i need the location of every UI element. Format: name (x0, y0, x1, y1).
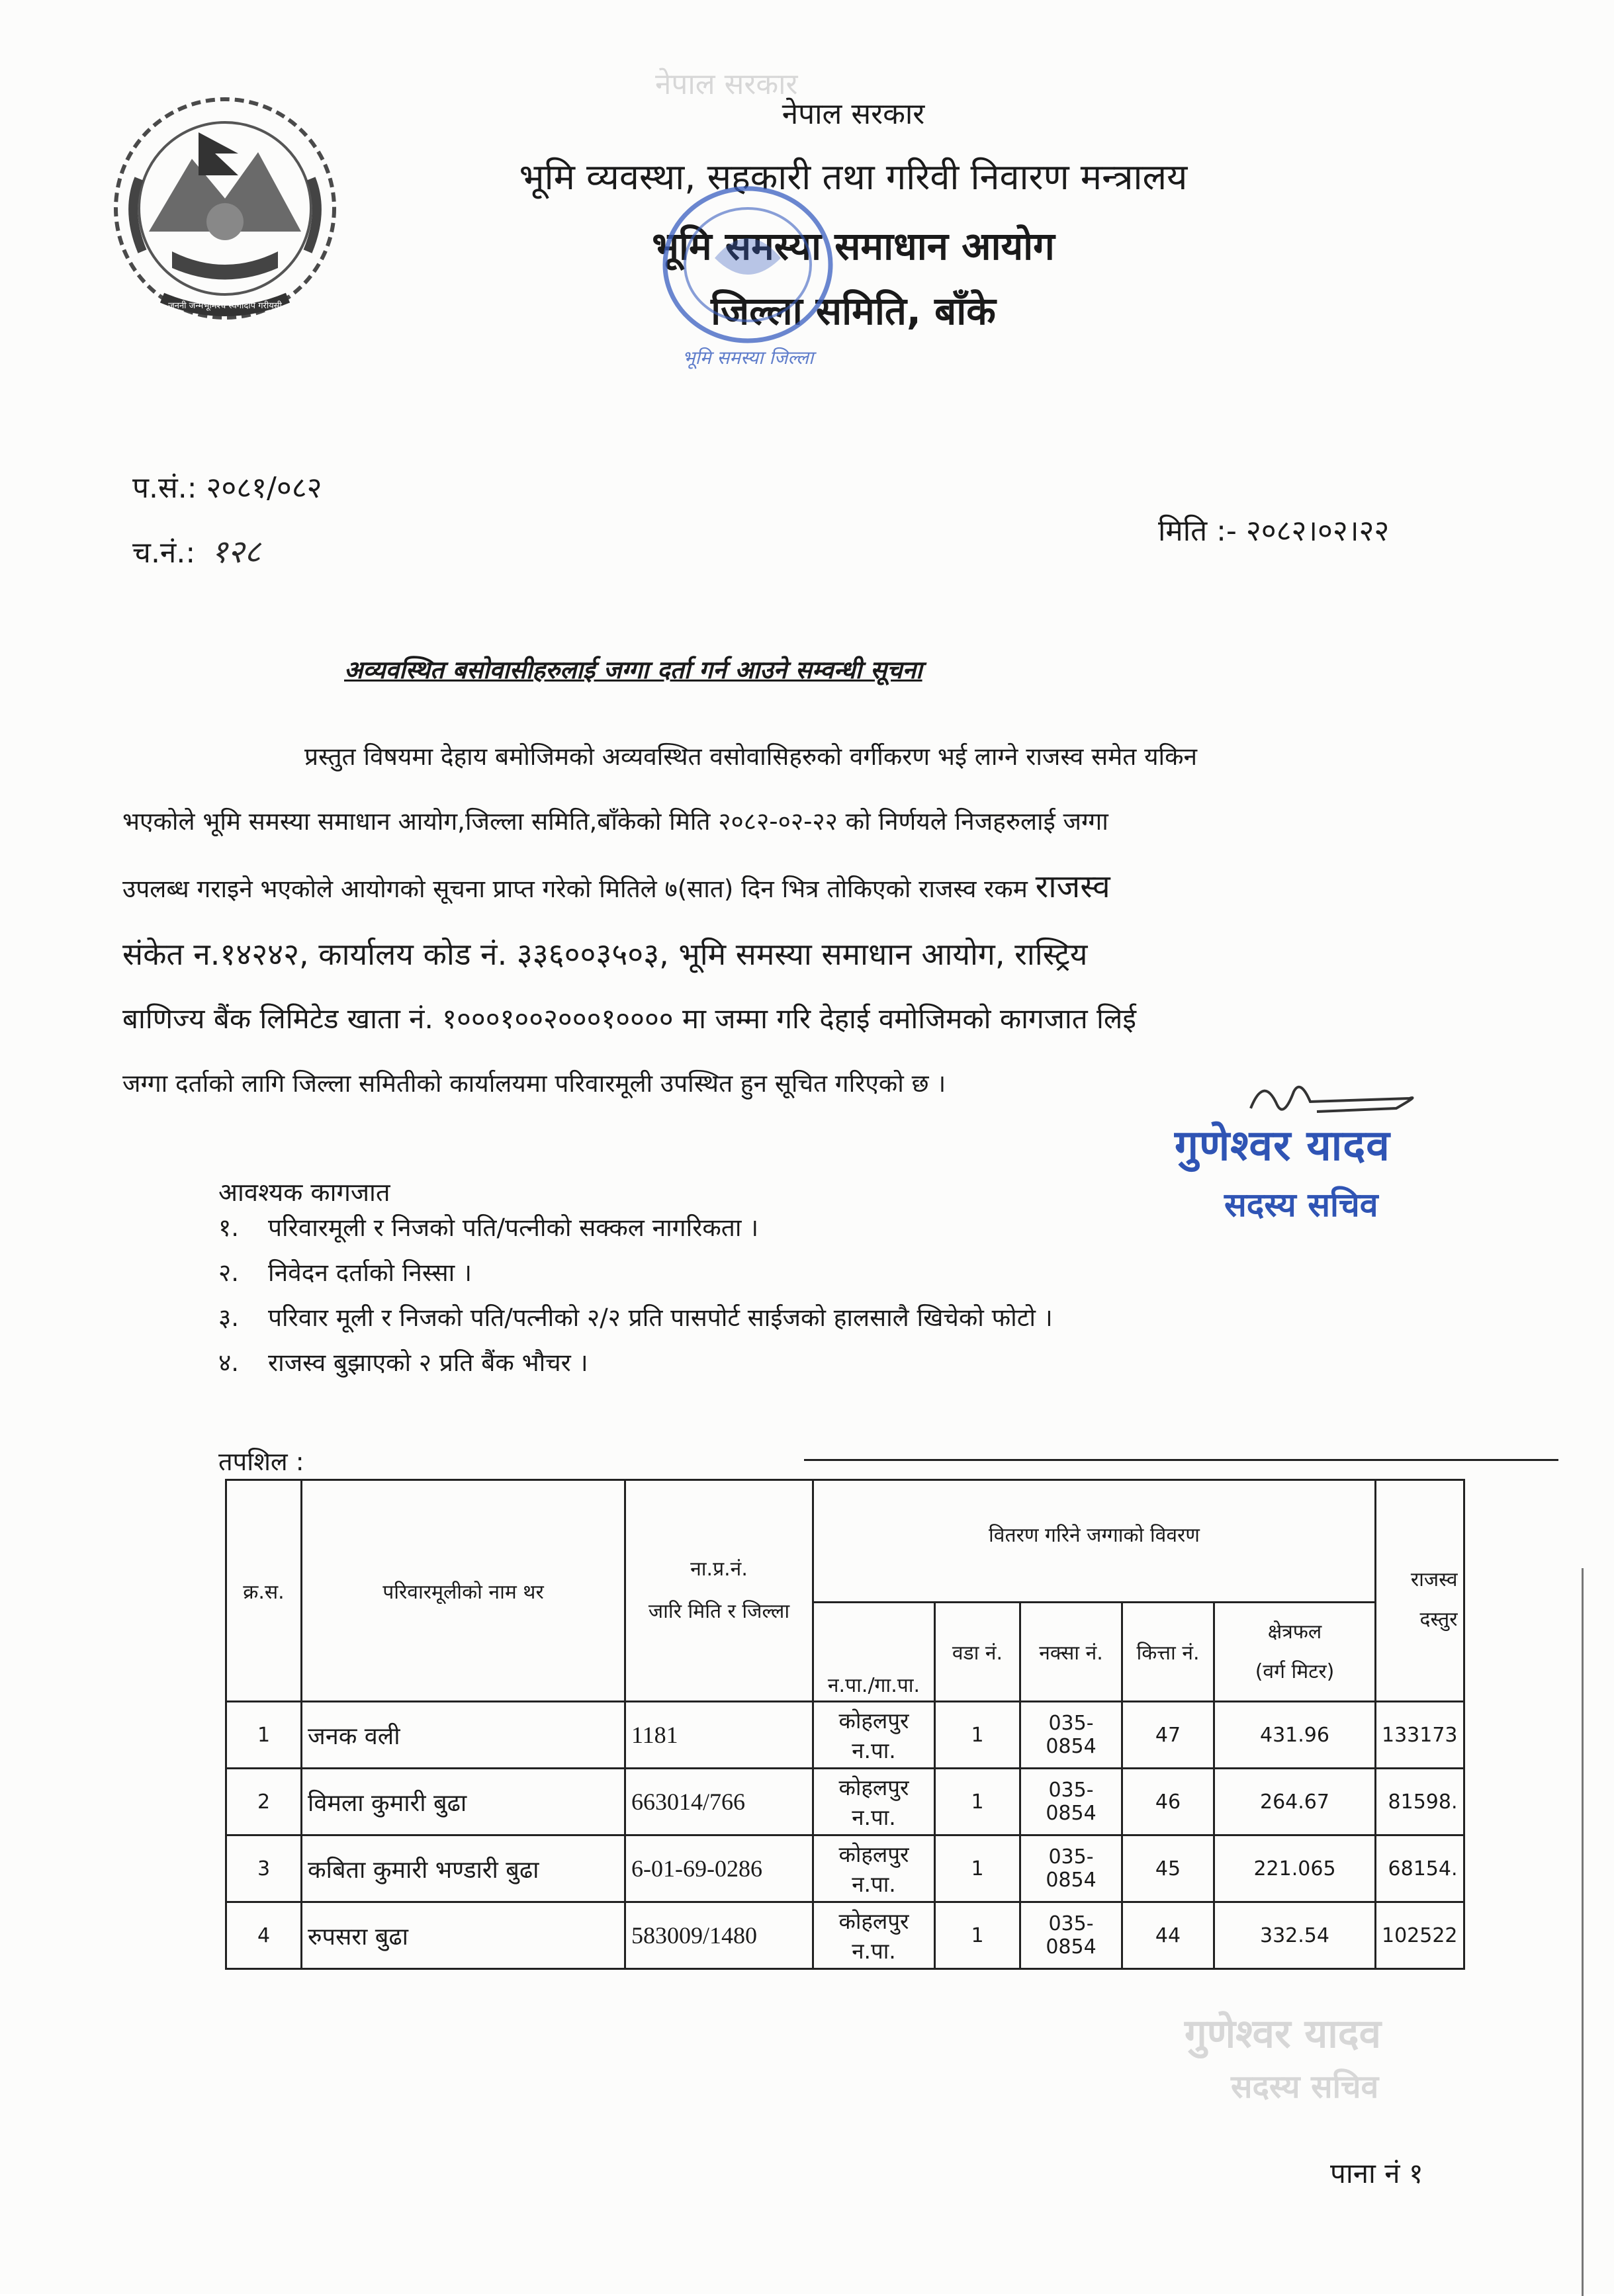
table-cell: 2 (226, 1769, 302, 1835)
table-cell: 102522 (1376, 1902, 1464, 1969)
table-cell: 1181 (625, 1702, 813, 1769)
header-kitta: कित्ता नं. (1122, 1603, 1214, 1702)
table-row (226, 1835, 1464, 1902)
notice-body (122, 725, 1479, 1116)
table-cell: कोहलपुर न.पा. (813, 1902, 935, 1969)
letter-number: प.सं.: २०८१/०८२ (132, 471, 322, 505)
signatory-title: सदस्य सचिव (1224, 1186, 1378, 1224)
table-cell: कबिता कुमारी भण्डारी बुढा (302, 1835, 625, 1902)
header-area: क्षेत्रफल (वर्ग मिटर) (1214, 1603, 1376, 1702)
list-item: ४. राजस्व बुझाएको २ प्रति बैंक भौचर । (218, 1348, 588, 1377)
list-item: ३. परिवार मूली र निजको पति/पत्नीको २/२ प्रति पासपोर्ट साईजको हालसालै खिचेको फोटो । (218, 1303, 1053, 1332)
body-line-4: संकेत न.१४२४२, कार्यालय कोड नं. ३३६००३५०३, भूमि समस्या समाधान आयोग, रास्ट्रिय (122, 936, 1088, 972)
table-cell: 47 (1122, 1702, 1214, 1769)
ghost-signature: गुणेश्वर यादव (1185, 2011, 1382, 2057)
table-cell: 221.065 (1214, 1835, 1376, 1902)
table-cell: 035-0854 (1020, 1702, 1122, 1769)
table-cell: 68154. (1376, 1835, 1464, 1902)
table-cell: 46 (1122, 1769, 1214, 1835)
table-row (226, 1769, 1464, 1835)
header-map: नक्सा नं. (1020, 1603, 1122, 1702)
body-line-6: जग्गा दर्ताको लागि जिल्ला समितीको कार्यालयमा परिवारमूली उपस्थित हुन सूचित गरिएको छ । (122, 1069, 946, 1098)
header-sn: क्र.स. (226, 1480, 302, 1702)
government-name: नेपाल सरकार (782, 97, 925, 131)
office-stamp (655, 179, 840, 377)
body-line-5: बाणिज्य बैंक लिमिटेड खाता नं. १०००१००२०००१०००० मा जम्मा गरि देहाई वमोजिमको कागजात लिई (122, 1002, 1136, 1035)
table-cell: 133173 (1376, 1702, 1464, 1769)
header-revenue: राजस्व दस्तुर (1376, 1480, 1464, 1702)
list-item: १. परिवारमूली र निजको पति/पत्नीको सक्कल नागरिकता । (218, 1214, 759, 1242)
dispatch-number-label: च.नं.: (132, 536, 196, 570)
table-caption: तपशिल : (218, 1447, 304, 1476)
table-cell: 44 (1122, 1902, 1214, 1969)
table-cell: रुपसरा बुढा (302, 1902, 625, 1969)
header-ward: वडा नं. (935, 1603, 1020, 1702)
documents-heading: आवश्यक कागजात (218, 1178, 390, 1207)
table-cell: कोहलपुर न.पा. (813, 1835, 935, 1902)
table-cell: 81598. (1376, 1769, 1464, 1835)
table-header-row (226, 1480, 1464, 1603)
table-top-rule (804, 1459, 1558, 1461)
ghost-signature-title: सदस्य सचिव (1231, 2068, 1379, 2105)
table-cell: 431.96 (1214, 1702, 1376, 1769)
table-row (226, 1702, 1464, 1769)
allocation-table (225, 1479, 1465, 1970)
table-cell: 4 (226, 1902, 302, 1969)
table-cell: कोहलपुर न.पा. (813, 1769, 935, 1835)
committee-name: जिल्ला समिति, बाँके (711, 288, 996, 333)
page-number: पाना नं १ (1330, 2157, 1423, 2189)
body-line-2: भएकोले भूमि समस्या समाधान आयोग,जिल्ला समिति,बाँकेको मिति २०८२-०२-२२ को निर्णयले निजहरुलाई जग्गा (122, 807, 1108, 836)
table-cell: 3 (226, 1835, 302, 1902)
right-margin-rule (1582, 1568, 1584, 2296)
table-cell: 1 (935, 1702, 1020, 1769)
stamp-text: भूमि समस्या जिल्ला (682, 347, 814, 369)
commission-name: भूमि समस्या समाधान आयोग (652, 224, 1055, 269)
table-cell: 1 (935, 1902, 1020, 1969)
table-cell: 035-0854 (1020, 1902, 1122, 1969)
table-cell: 663014/766 (625, 1769, 813, 1835)
table-cell: 45 (1122, 1835, 1214, 1902)
table-cell: 1 (935, 1769, 1020, 1835)
list-item: २. निवेदन दर्ताको निस्सा । (218, 1258, 472, 1287)
table-cell: 035-0854 (1020, 1835, 1122, 1902)
header-name: परिवारमूलीको नाम थर (302, 1480, 625, 1702)
body-line-1: प्रस्तुत विषयमा देहाय बमोजिमको अव्यवस्थित वसोवासिहरुको वर्गीकरण भई लाग्ने राजस्व समेत यकिन (304, 742, 1198, 771)
table-row (226, 1902, 1464, 1969)
header-land-group: वितरण गरिने जग्गाको विवरण (813, 1480, 1376, 1603)
table-cell: 583009/1480 (625, 1902, 813, 1969)
ghost-bleed-through: नेपाल सरकार (655, 67, 798, 101)
table-cell: जनक वली (302, 1702, 625, 1769)
dispatch-number-value: १२८ (211, 533, 261, 570)
body-line-3: उपलब्ध गराइने भएकोले आयोगको सूचना प्राप्त गरेको मितिले ७(सात) दिन भित्र तोकिएको राजस्व रकम राजस्व (122, 868, 1110, 905)
signatory-name: गुणेश्वर यादव (1175, 1122, 1390, 1170)
table-cell: कोहलपुर न.पा. (813, 1702, 935, 1769)
header-municipality: न.पा./गा.पा. (813, 1603, 935, 1702)
table-cell: विमला कुमारी बुढा (302, 1769, 625, 1835)
table-cell: 264.67 (1214, 1769, 1376, 1835)
dispatch-number (132, 529, 261, 572)
ministry-name: भूमि व्यवस्था, सहकारी तथा गरिवी निवारण मन्त्रालय (519, 156, 1188, 198)
table-cell: 1 (935, 1835, 1020, 1902)
table-cell: 332.54 (1214, 1902, 1376, 1969)
table-cell: 1 (226, 1702, 302, 1769)
notice-subject: अव्यवस्थित बसोवासीहरुलाई जग्गा दर्ता गर्न आउने सम्वन्धी सूचना (344, 656, 922, 684)
notice-date: मिति :- २०८२।०२।२२ (1158, 514, 1390, 548)
header-citizenship: ना.प्र.नं. जारि मिति र जिल्ला (625, 1480, 813, 1702)
table-cell: 6-01-69-0286 (625, 1835, 813, 1902)
emblem-caption: जननी जन्मभूमिश्च स्वर्गादपि गरीयसी (168, 301, 282, 311)
table-cell: 035-0854 (1020, 1769, 1122, 1835)
documents-list (218, 1206, 1053, 1386)
